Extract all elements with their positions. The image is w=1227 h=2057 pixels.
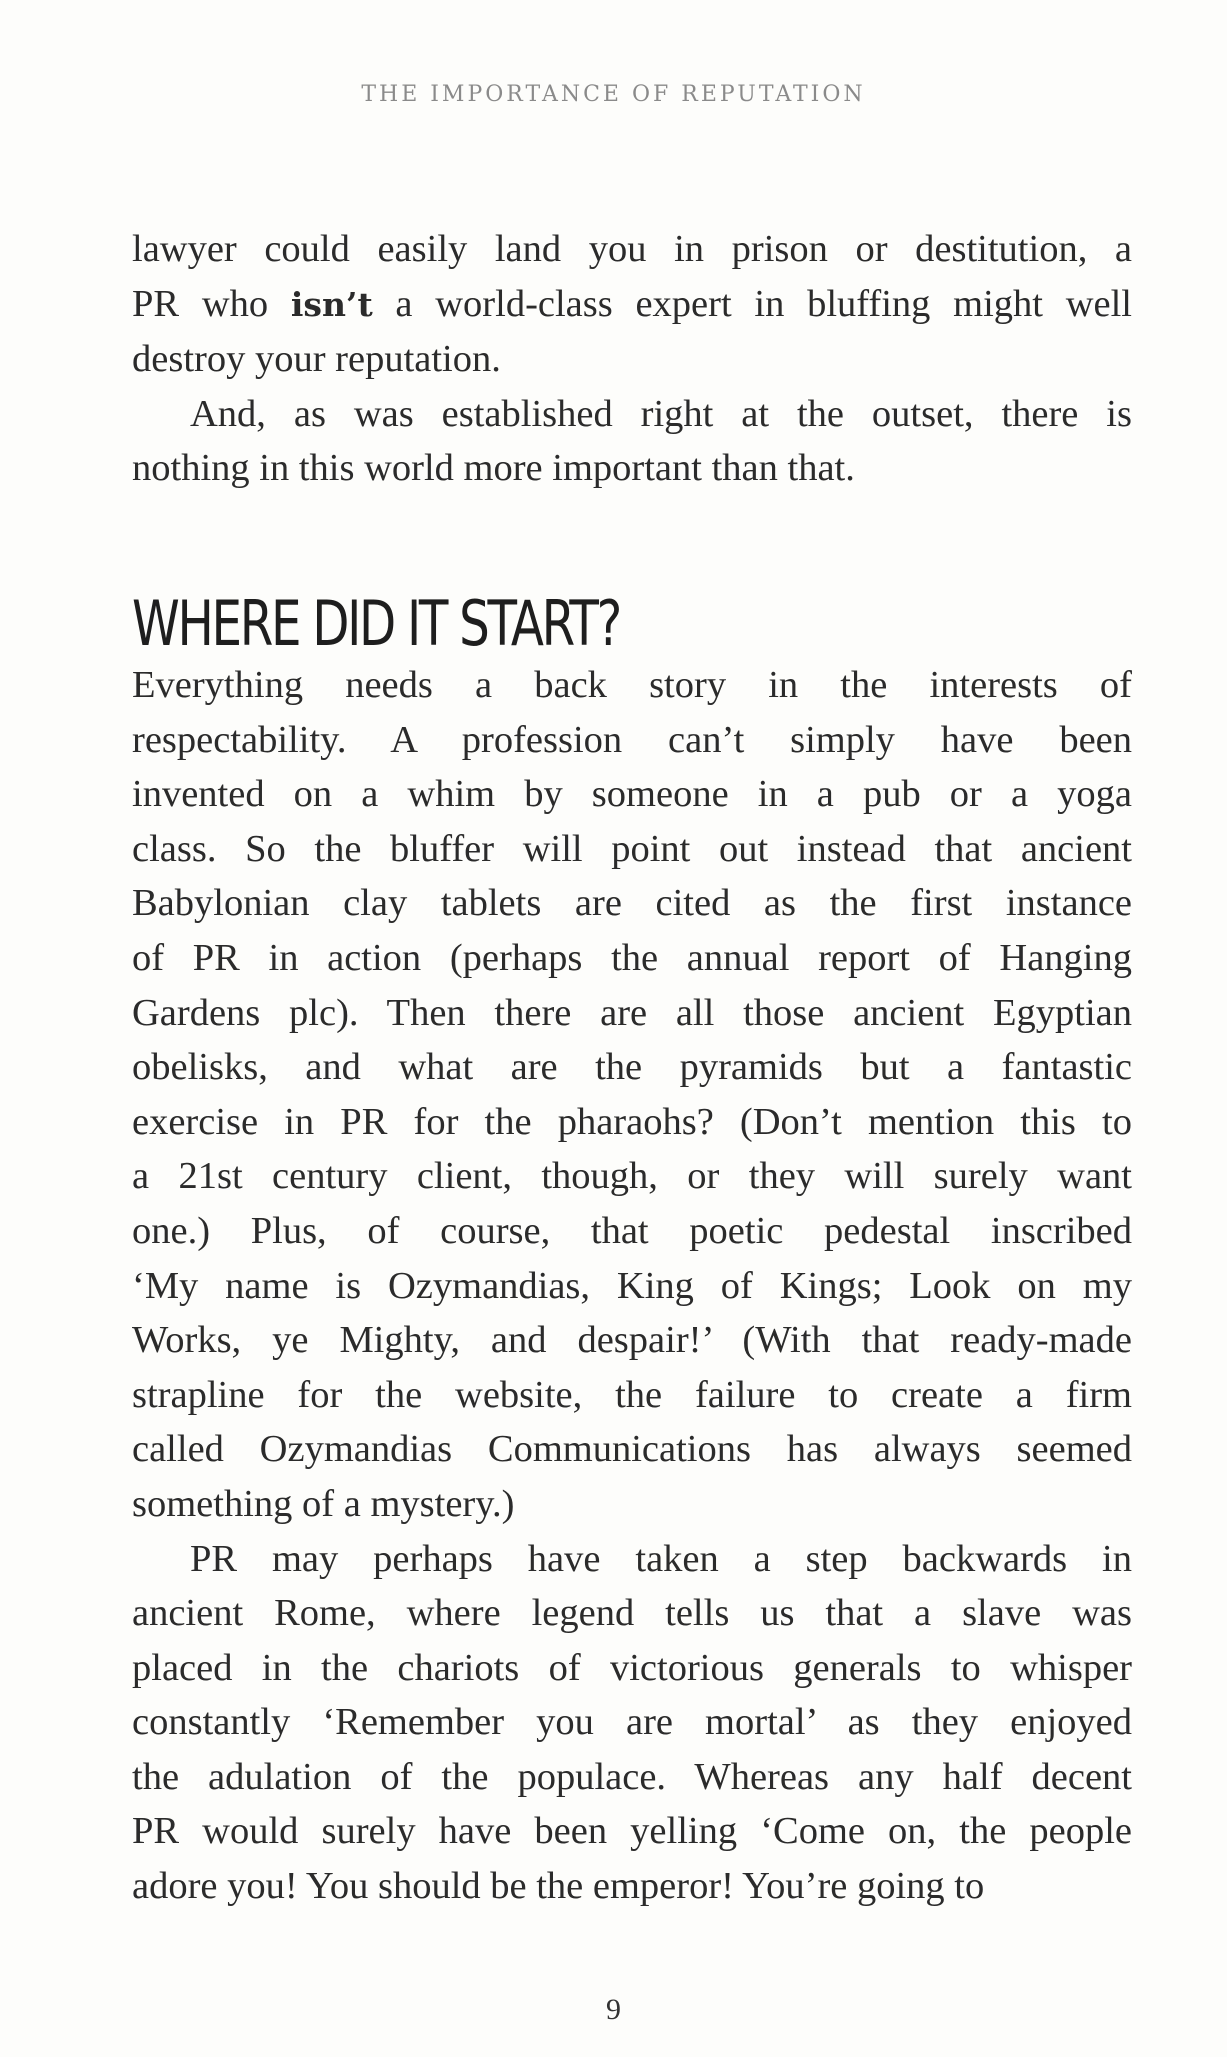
text-line: of PR in action (perhaps the annual report of Hanging <box>132 936 1132 979</box>
text-line-with-emphasis <box>132 277 1132 333</box>
running-head: THE IMPORTANCE OF REPUTATION <box>361 82 866 107</box>
text-line: respectability. A profession can’t simply have been <box>132 718 1132 761</box>
text-line: constantly ‘Remember you are mortal’ as they enjoyed <box>132 1701 1132 1744</box>
text-line: called Ozymandias Communications has always seemed <box>132 1428 1132 1471</box>
text-line: Gardens plc). Then there are all those ancient Egyptian <box>132 991 1132 1034</box>
body-text <box>132 658 1132 1914</box>
opening-text <box>132 222 1132 496</box>
text-line: something of a mystery.) <box>132 1482 515 1525</box>
text-line: strapline for the website, the failure to create a firm <box>132 1373 1132 1416</box>
text-line: the adulation of the populace. Whereas any half decent <box>132 1755 1132 1798</box>
text-line: Everything needs a back story in the interests of <box>132 664 1132 706</box>
text-line: lawyer could easily land you in prison or destitution, a <box>132 228 1132 270</box>
text-line: PR may perhaps have taken a step backwards in <box>190 1537 1132 1580</box>
text-line: a 21st century client, though, or they will surely want <box>132 1155 1132 1198</box>
paragraph-2 <box>132 1532 1132 1914</box>
text-line: one.) Plus, of course, that poetic pedestal inscribed <box>132 1209 1132 1252</box>
text-line: destroy your reputation. <box>132 338 501 381</box>
text-line: class. So the bluffer will point out instead that ancient <box>132 827 1132 870</box>
page-number: 9 <box>606 1993 621 2026</box>
text-line: adore you! You should be the emperor! You’re going to <box>132 1865 985 1908</box>
text-line: And, as was established right at the outset, there is <box>190 392 1132 435</box>
text-line: Works, ye Mighty, and despair!’ (With that ready-made <box>132 1319 1132 1362</box>
text-fragment: PR who <box>132 282 291 325</box>
paragraph-1 <box>132 658 1132 1532</box>
text-line: Babylonian clay tablets are cited as the first instance <box>132 882 1132 925</box>
text-line: placed in the chariots of victorious generals to whisper <box>132 1646 1132 1689</box>
text-line: nothing in this world more important than that. <box>132 447 855 490</box>
text-line: ancient Rome, where legend tells us that a slave was <box>132 1592 1132 1635</box>
text-line: invented on a whim by someone in a pub or a yoga <box>132 773 1132 816</box>
text-line: obelisks, and what are the pyramids but a fantastic <box>132 1046 1132 1089</box>
emphasis-isnt: isn’t <box>290 284 373 324</box>
text-line: PR would surely have been yelling ‘Come on, the people <box>132 1810 1132 1853</box>
text-line: exercise in PR for the pharaohs? (Don’t mention this to <box>132 1100 1132 1143</box>
section-heading: WHERE DID IT START? <box>132 587 620 660</box>
text-fragment: a world-class expert in bluffing might well <box>372 282 1132 325</box>
text-line: ‘My name is Ozymandias, King of Kings; Look on my <box>132 1264 1132 1307</box>
